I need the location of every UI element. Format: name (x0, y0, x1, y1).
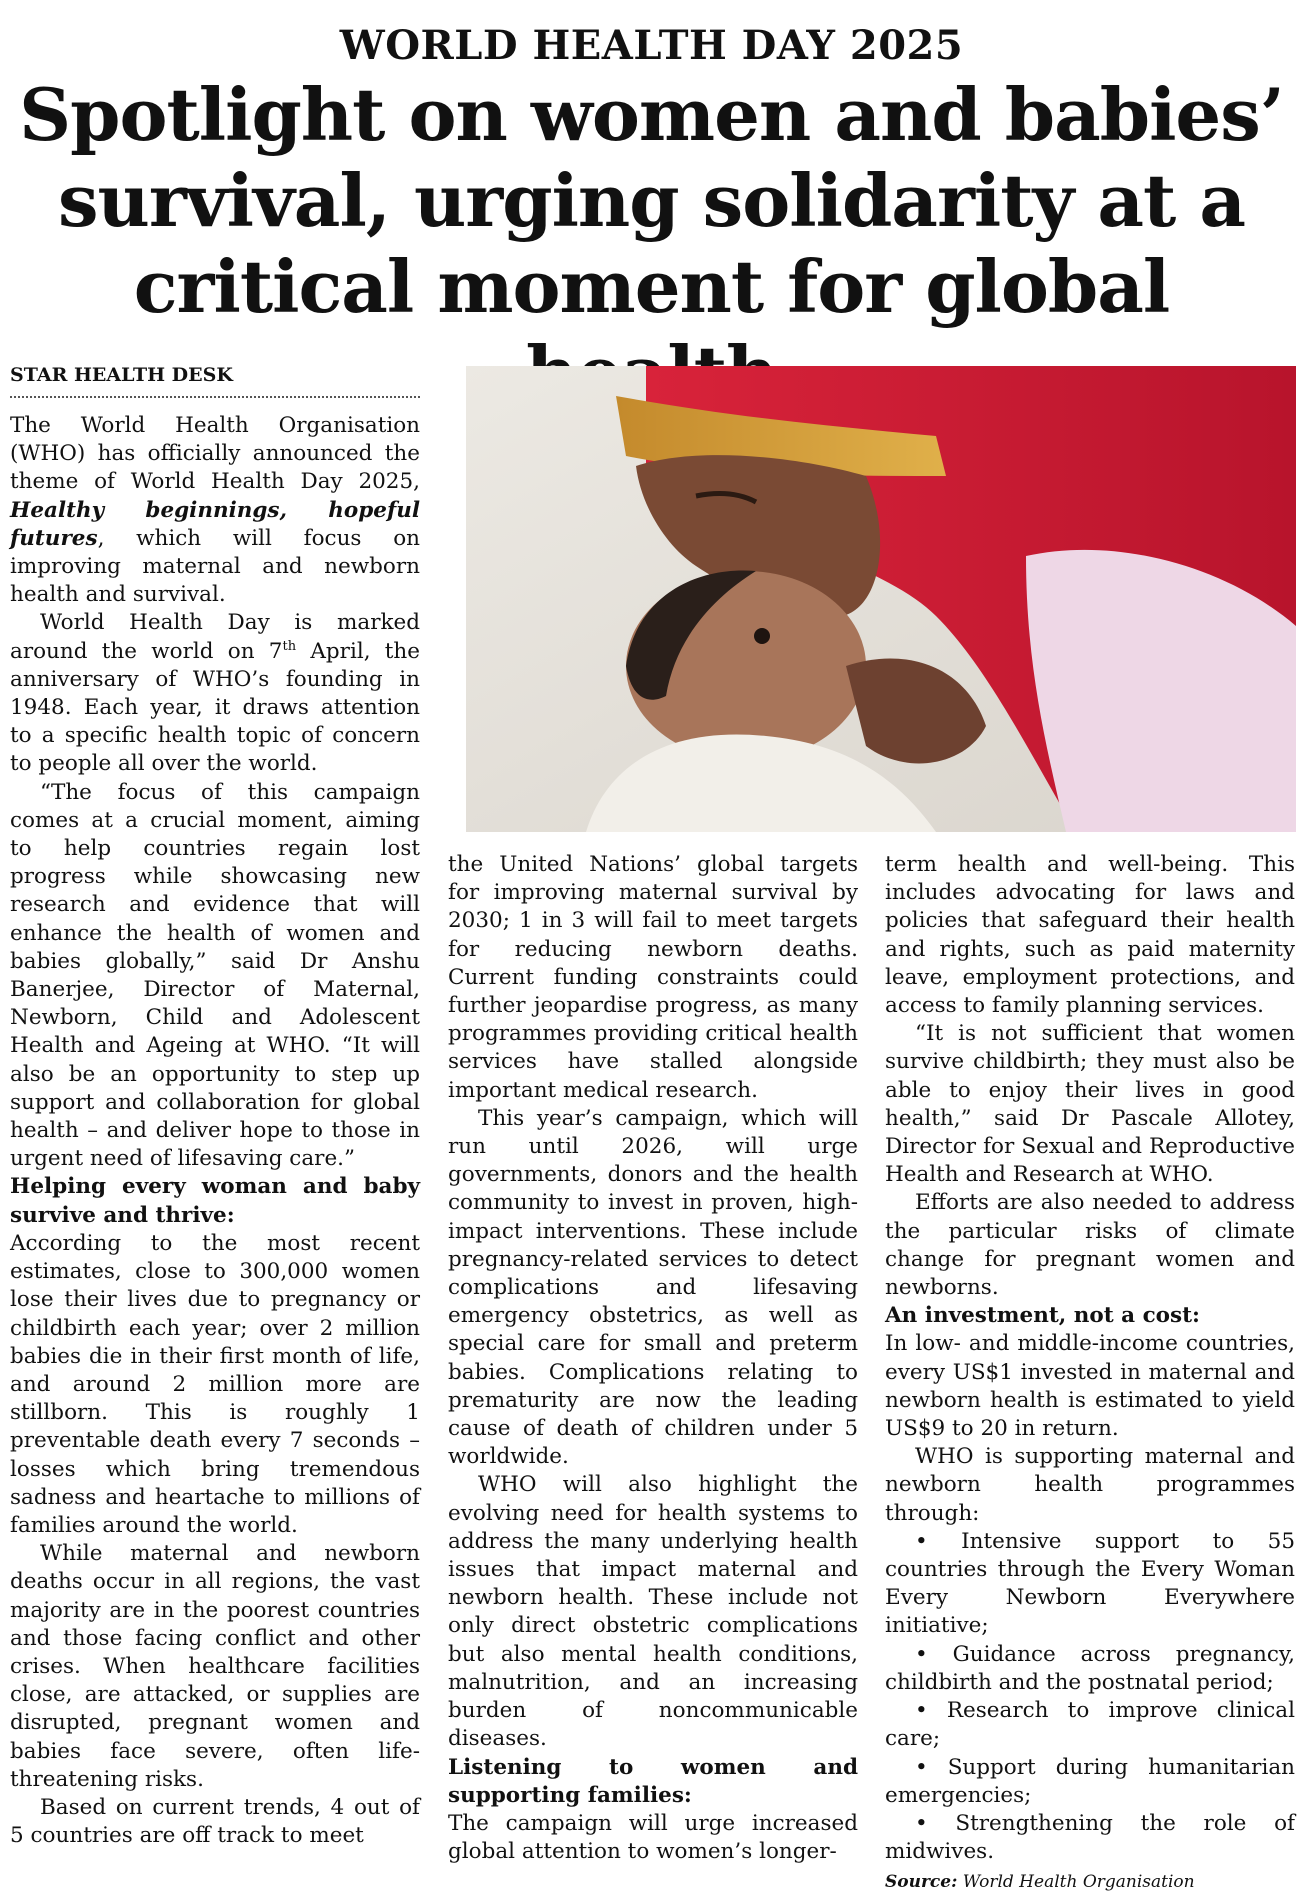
paragraph: Efforts are also needed to address the particular risks of climate change for pregnant women and newborns. (885, 1190, 1295, 1301)
paragraph: The campaign will urge increased global attention to women’s longer- (448, 1810, 858, 1865)
baby-eye (754, 628, 770, 644)
bullet-item: • Strengthening the role of midwives. (885, 1810, 1295, 1865)
subheading: An investment, not a cost: (885, 1303, 1200, 1329)
paragraph: While maternal and newborn deaths occur in all regions, the vast majority are in the poorest countries and those facing conflict and other crises. When healthcare facilities close, are attacked, or supplies are disrupted, pregnant women and babies face severe, often life-threatening risks. (10, 1541, 420, 1792)
bullet-item: • Intensive support to 55 countries through the Every Woman Every Newborn Everywhere initiative; (885, 1528, 1295, 1639)
article-column-1 (10, 412, 420, 1850)
paragraph-continued: the United Nations’ global targets for improving maternal survival by 2030; 1 in 3 will fail to meet targets for reducing newborn deaths. Current funding constraints could further jeopardise progress, as many programmes providing critical health services have stalled alongside important medical research. (448, 852, 858, 1103)
article-column-2 (448, 851, 858, 1866)
subheading: Helping every woman and baby survive and thrive: (10, 1174, 420, 1228)
paragraph: WHO will also highlight the evolving need for health systems to address the many underlying health issues that impact maternal and newborn health. These include not only direct obstetric complications but also mental health conditions, malnutrition, and an increasing burden of noncommunicable diseases. (448, 1472, 858, 1752)
bullet-item: • Guidance across pregnancy, childbirth and the postnatal period; (885, 1641, 1295, 1695)
paragraph: “The focus of this campaign comes at a crucial moment, aiming to help countries regain lost progress while showcasing new research and evidence that will enhance the health of women and babies globally,” said Dr Anshu Banerjee, Director of Maternal, Newborn, Child and Adolescent Health and Ageing at WHO. “It will also be an opportunity to step up support and collaboration for global health – and deliver hope to those in urgent need of lifesaving care.” (10, 779, 420, 1172)
bullet-item: • Support during humanitarian emergencies; (885, 1754, 1295, 1808)
source-text: World Health Organisation (957, 1872, 1195, 1893)
bullet-item: • Research to improve clinical care; (885, 1698, 1295, 1752)
paragraph: WHO is supporting maternal and newborn health programmes through: (885, 1444, 1295, 1526)
paragraph: “It is not sufficient that women survive childbirth; they must also be able to enjoy their lives in good health,” said Dr Pascale Allotey, Director for Sexual and Reproductive Health and Research at WHO. (885, 1021, 1295, 1188)
paragraph (10, 412, 420, 609)
paragraph: According to the most recent estimates, close to 300,000 women lose their lives due to pregnancy or childbirth each year; over 2 million babies die in their first month of life, and around 2 million more are stillborn. This is roughly 1 preventable death every 7 seconds – losses which bring tremendous sadness and heartache to millions of families around the world. (10, 1230, 420, 1538)
source-line (885, 1868, 1295, 1896)
superscript: th (282, 638, 297, 654)
paragraph (10, 1794, 420, 1850)
article-column-3 (885, 851, 1295, 1897)
theme-title: Healthy beginnings, hopeful futures (10, 497, 420, 551)
source-label: Source: (885, 1872, 958, 1893)
text: The World Health Organisation (WHO) has officially announced the theme of World Health Day 2025, (10, 413, 420, 495)
headline: Spotlight on women and babies’ survival, urging solidarity at a critical moment for global (19, 72, 1284, 329)
byline: STAR HEALTH DESK (10, 364, 420, 398)
text: , which will focus on improving maternal and newborn health and survival. (10, 525, 420, 608)
text: World Health Day is marked around the world on 7 (10, 610, 420, 664)
photo-mother-kissing-newborn (466, 366, 1296, 832)
text: Based on current trends, 4 out of 5 countries are off track to meet (10, 1794, 420, 1849)
kicker: WORLD HEALTH DAY 2025 (339, 22, 964, 69)
paragraph (10, 609, 420, 778)
paragraph: In low- and middle-income countries, every US$1 invested in maternal and newborn health is estimated to yield US$9 to 20 in return. (885, 1331, 1295, 1442)
paragraph: This year’s campaign, which will run until 2026, will urge governments, donors and the health community to invest in proven, high-impact interventions. These include pregnancy-related services to detect complications and lifesaving emergency obstetrics, as well as special care for small and preterm babies. Complications relating to prematurity are now the leading cause of death of children under 5 worldwide. (448, 1105, 858, 1470)
text: April, the anniversary of WHO’s founding in 1948. Each year, it draws attention to a specific health topic of concern to people all over the world. (10, 638, 420, 777)
photo-illustration (466, 366, 1296, 832)
subheading: Listening to women and supporting families: (448, 1754, 858, 1808)
paragraph-continued: term health and well-being. This includes advocating for laws and policies that safeguard their health and rights, such as paid maternity leave, employment protections, and access to family planning services. (885, 852, 1295, 1019)
